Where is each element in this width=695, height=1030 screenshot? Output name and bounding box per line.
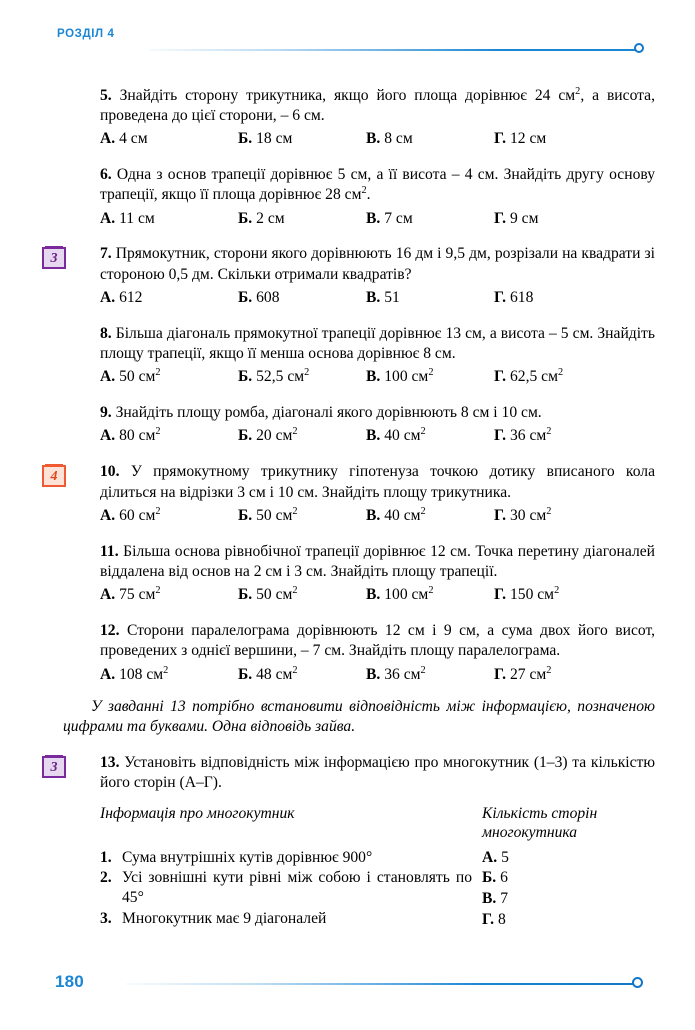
task-8-choice-a[interactable]: А. 50 $см^2$ [100, 367, 161, 386]
task-5-choices [0, 129, 695, 149]
task-8-number: 8. [100, 324, 112, 342]
task-7-choices [0, 288, 695, 308]
task-12-choice-v[interactable]: В. 36 $см^2$ [366, 664, 426, 683]
matching-item-2[interactable]: 2. Усі зовнішні кути рівні між собою і становлять по 45° [100, 869, 472, 907]
task-9-choice-g[interactable]: Г. 36 $см^2$ [494, 426, 552, 445]
task-6-choice-v[interactable]: В. 7 см [366, 209, 413, 227]
task-13 [0, 753, 695, 946]
task-8-text: 8. Більша діагональ прямокутної трапеції дорівнює 13 см, а висота – 5 см. Знайдіть площу трапеції, якщо її менша основа дорівнює 8 см. [100, 324, 655, 363]
task-6-choice-b[interactable]: Б. 2 см [238, 209, 285, 227]
task-8-choices [0, 367, 695, 387]
task-11-choice-a[interactable]: А. 75 $см^2$ [100, 585, 161, 604]
matching-item-3[interactable]: 3. Многокутник має 9 діагоналей [100, 910, 327, 928]
task-8-choice-b[interactable]: Б. 52,5 $см^2$ [238, 367, 310, 386]
matching-left-column [100, 848, 472, 931]
task-11-choices [0, 585, 695, 605]
task-11-choice-g[interactable]: Г. 150 $см^2$ [494, 585, 560, 604]
matching-answer-b[interactable]: Б. 6 [482, 869, 508, 887]
matching-answer-g[interactable]: Г. 8 [482, 911, 506, 929]
task-7-number: 7. [100, 245, 112, 263]
page-footer [0, 972, 695, 998]
task-5-choice-v[interactable]: В. 8 см [366, 130, 413, 148]
header-end-circle-icon [634, 43, 644, 53]
page-content [0, 70, 695, 946]
task-5 [0, 86, 695, 150]
level-badge-4: 4 [42, 465, 66, 487]
task-10-choices [0, 506, 695, 526]
task-12-text: 12. Сторони паралелограма дорівнюють 12 см і 9 см, а сума двох його висот, проведених з однієї вершини, – 7 см. Знайдіть площу паралелограма. [100, 622, 655, 660]
task-10 [0, 462, 695, 526]
task-6-choices [0, 209, 695, 229]
task-8-choice-g[interactable]: Г. 62,5 $см^2$ [494, 367, 564, 386]
task-11-choice-v[interactable]: В. 100 $см^2$ [366, 585, 434, 604]
matching-table [0, 804, 695, 946]
task-12-number: 12. [100, 622, 120, 640]
matching-instruction: У завданні 13 потрібно встановити відповідність між інформацією, позначеною цифрами та буквами. Одна відповідь зайва. [63, 697, 655, 736]
task-11-number: 11. [100, 542, 119, 560]
task-6-choice-a[interactable]: А. 11 см [100, 209, 155, 227]
task-12 [0, 621, 695, 685]
matching-right-column [482, 848, 662, 932]
task-9-number: 9. [100, 404, 112, 422]
task-10-choice-a[interactable]: А. 60 $см^2$ [100, 505, 161, 524]
task-7 [0, 244, 695, 308]
running-head [0, 28, 695, 62]
task-6 [0, 165, 695, 229]
task-6-choice-g[interactable]: Г. 9 см [494, 209, 539, 227]
matching-headings [100, 804, 675, 848]
header-rule [150, 49, 638, 51]
page-number: 180 [55, 972, 84, 991]
task-12-choice-g[interactable]: Г. 27 $см^2$ [494, 664, 552, 683]
task-5-choice-a[interactable]: А. 4 см [100, 130, 148, 148]
task-5-choice-g[interactable]: Г. 12 см [494, 130, 547, 148]
task-13-text: 13. Установіть відповідність між інформацією про многокутник (1–3) та кількістю його сторін (А–Г). [100, 753, 655, 792]
task-11 [0, 542, 695, 606]
task-6-number: 6. [100, 165, 112, 183]
task-12-choice-b[interactable]: Б. 48 $см^2$ [238, 664, 298, 683]
task-7-text: 7. Прямокутник, сторони якого дорівнюють 16 дм і 9,5 дм, розрізали на квадрати зі стороною 0,5 дм. Скільки отримали квадратів? [100, 245, 655, 283]
task-9 [0, 403, 695, 447]
task-11-choice-b[interactable]: Б. 50 $см^2$ [238, 585, 298, 604]
task-9-choice-a[interactable]: А. 80 $см^2$ [100, 426, 161, 445]
level-badge-3-task13: 3 [42, 756, 66, 778]
footer-end-circle-icon [632, 977, 643, 988]
task-10-choice-g[interactable]: Г. 30 $см^2$ [494, 505, 552, 524]
task-8 [0, 324, 695, 388]
matching-right-heading: Кількість сторін многокутника [482, 804, 598, 841]
task-10-choice-v[interactable]: В. 40 $см^2$ [366, 505, 426, 524]
task-10-number: 10. [100, 463, 120, 481]
task-9-choices [0, 426, 695, 446]
task-11-text: 11. Більша основа рівнобічної трапеції дорівнює 12 см. Точка перетину діагоналей віддалена від основ на 2 см і 3 см. Знайдіть площу трапеції. [100, 542, 655, 580]
chapter-label: РОЗДІЛ 4 [57, 28, 115, 40]
task-12-choice-a[interactable]: А. 108 $см^2$ [100, 664, 169, 683]
matching-answer-a[interactable]: А. 5 [482, 848, 509, 866]
task-5-choice-b[interactable]: Б. 18 см [238, 130, 293, 148]
task-13-number: 13. [100, 753, 120, 771]
task-8-choice-v[interactable]: В. 100 $см^2$ [366, 367, 434, 386]
footer-rule [126, 983, 634, 985]
task-7-choice-g[interactable]: Г. 618 [494, 288, 534, 306]
task-9-choice-b[interactable]: Б. 20 $см^2$ [238, 426, 298, 445]
task-9-text: 9. Знайдіть площу ромба, діагоналі якого дорівнюють 8 см і 10 см. [100, 404, 542, 422]
matching-answer-v[interactable]: В. 7 [482, 890, 509, 908]
task-7-choice-v[interactable]: В. 51 [366, 288, 400, 306]
task-6-text: 6. Одна з основ трапеції дорівнює 5 см, а її висота – 4 см. Знайдіть другу основу трапеції, якщо її площа дорівнює 28 $см^2$. [100, 165, 655, 204]
matching-item-1[interactable]: 1. Сума внутрішніх кутів дорівнює 900° [100, 848, 373, 866]
task-5-text: 5. Знайдіть сторону трикутника, якщо його площа дорівнює 24 $см^2$, а висота, проведена до цієї сторони, – 6 см. [100, 85, 655, 124]
matching-rows [100, 848, 675, 946]
task-7-choice-a[interactable]: А. 612 [100, 288, 143, 306]
level-badge-3: 3 [42, 247, 66, 269]
task-10-choice-b[interactable]: Б. 50 $см^2$ [238, 505, 298, 524]
matching-left-heading: Інформація про многокутник [100, 804, 295, 822]
task-9-choice-v[interactable]: В. 40 $см^2$ [366, 426, 426, 445]
task-10-text: 10. У прямокутному трикутнику гіпотенуза точкою дотику вписаного кола ділиться на відрізки 3 см і 10 см. Знайдіть площу трикутника. [100, 463, 656, 501]
task-7-choice-b[interactable]: Б. 608 [238, 288, 280, 306]
task-12-choices [0, 665, 695, 685]
task-5-number: 5. [100, 86, 112, 104]
